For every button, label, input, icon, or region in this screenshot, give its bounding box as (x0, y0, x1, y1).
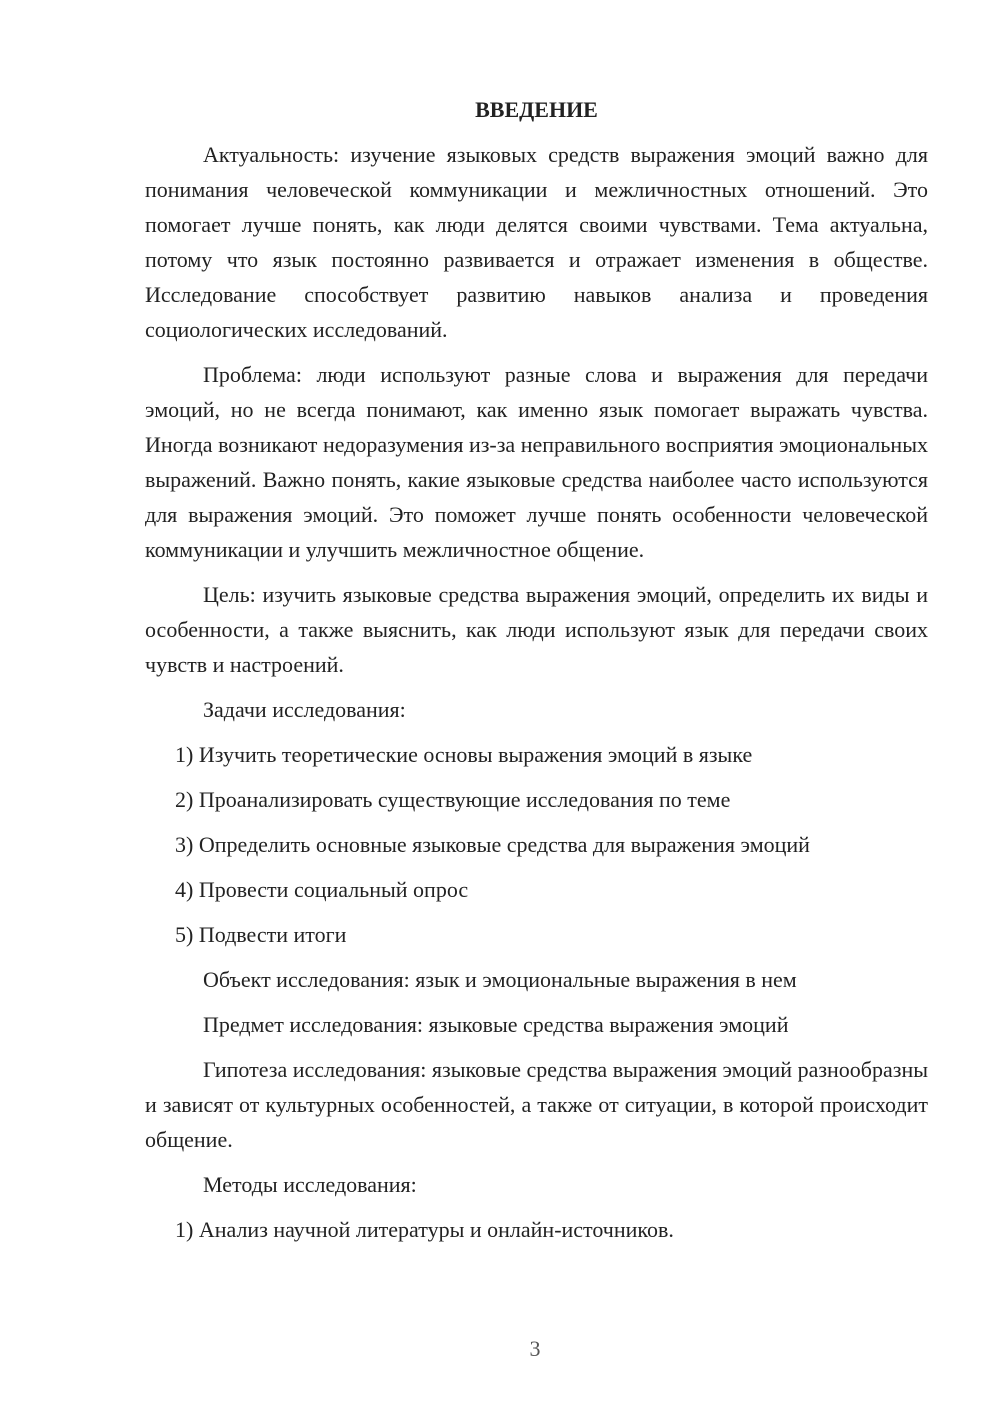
task-item-1: 1) Изучить теоретические основы выражения эмоций в языке (175, 742, 753, 767)
goal-paragraph: Цель: изучить языковые средства выражения эмоций, определить их виды и особенности, а также выяснить, как люди используют язык для передачи своих чувств и настроений. (145, 582, 928, 677)
task-item-2: 2) Проанализировать существующие исследования по теме (175, 787, 731, 812)
relevance-paragraph: Актуальность: изучение языковых средств выражения эмоций важно для понимания человеческой коммуникации и межличностных отношений. Это помогает лучше понять, как люди делятся своими чувствами. Тема актуальна, потому что язык постоянно развивается и отражает изменения в обществе. Исследование способствует развитию навыков анализа и проведения социологических исследований. (145, 142, 928, 342)
section-title: ВВЕДЕНИЕ (475, 97, 598, 122)
tasks-heading: Задачи исследования: (203, 697, 406, 722)
hypothesis-paragraph: Гипотеза исследования: языковые средства выражения эмоций разнообразны и зависят от культурных особенностей, а также от ситуации, в которой происходит общение. (145, 1057, 928, 1152)
problem-paragraph: Проблема: люди используют разные слова и выражения для передачи эмоций, но не всегда понимают, как именно язык помогает выражать чувства. Иногда возникают недоразумения из-за неправильного восприятия эмоциональных выражений. Важно понять, какие языковые средства наиболее часто используются для выражения эмоций. Это поможет лучше понять особенности человеческой коммуникации и улучшить межличностное общение. (145, 362, 928, 562)
task-item-3: 3) Определить основные языковые средства для выражения эмоций (175, 832, 810, 857)
object-line: Объект исследования: язык и эмоциональные выражения в нем (203, 967, 797, 992)
subject-line: Предмет исследования: языковые средства выражения эмоций (203, 1012, 789, 1037)
methods-heading: Методы исследования: (203, 1172, 417, 1197)
document-page (145, 92, 928, 1257)
method-item-1: 1) Анализ научной литературы и онлайн-источников. (175, 1217, 674, 1242)
task-item-5: 5) Подвести итоги (175, 922, 347, 947)
task-item-4: 4) Провести социальный опрос (175, 877, 469, 902)
page-number: 3 (529, 1336, 541, 1361)
